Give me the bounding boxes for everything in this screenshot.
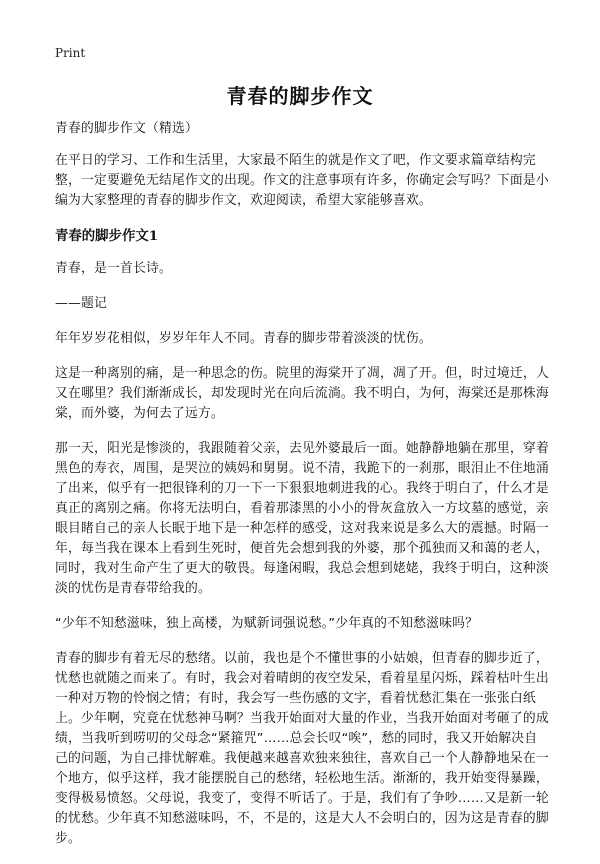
paragraph: ——题记 (55, 296, 107, 311)
paragraph: 青春，是一首长诗。 (55, 261, 172, 276)
subtitle: 青春的脚步作文（精选） (55, 121, 198, 136)
print-label[interactable]: Print (55, 46, 86, 60)
document-content (55, 119, 550, 864)
document-title: 青春的脚步作文 (226, 84, 374, 108)
intro-paragraph: 在平日的学习、工作和生活里，大家最不陌生的就是作文了吧，作文要求篇章结构完整，一定要避免无结尾作文的出现。作文的注意事项有许多，你确定会写吗？下面是小编为大家整理的青春的脚步作文，欢迎阅读，希望大家能够喜欢。 (55, 153, 549, 208)
paragraph: 青春的脚步有着无尽的愁绪。以前，我也是个不懂世事的小姑娘，但青春的脚步近了，忧愁也就随之而来了。有时，我会对着晴朗的夜空发呆，看着星星闪烁，踩着枯叶生出一种对万物的怜悯之情；有时，我会写一些伤感的文字，看着忧愁汇集在一张张白纸上。少年啊，究竟在忧愁神马啊？当我开始面对大量的作业，当我开始面对考砸了的成绩，当我听到唠叨的父母念“紧箍咒”……总会长叹“唉”，愁的同时，我又开始解决自己的问题，为自己排忧解难。我便越来越喜欢独来独往，喜欢自己一个人静静地呆在一个地方，似乎这样，我才能摆脱自己的愁绪，轻松地生活。渐渐的，我开始变得暴躁，变得极易愤怒。父母说，我变了，变得不听话了。于是，我们有了争吵……又是新一轮的忧愁。少年真不知愁滋味吗，不，不是的，这是大人不会明白的，因为这是青春的脚步。 (55, 651, 549, 846)
section-heading: 青春的脚步作文1 (55, 228, 159, 244)
paragraph: 那一天，阳光是惨淡的，我跟随着父亲，去见外婆最后一面。她静静地躺在那里，穿着黑色的寿衣，周围，是哭泣的姨妈和舅舅。说不清，我跪下的一刹那，眼泪止不住地涌了出来，似乎有一把很锋利的刀一下一下狠狠地刺进我的心。我终于明白了，什么才是真正的离别之痛。你将无法明白，看着那漆黑的小小的骨灰盒放入一方坟墓的感觉，亲眼目睹自己的亲人长眠于地下是一种怎样的感受，这对我来说是多么大的震撼。时隔一年，每当我在课本上看到生死时，便首先会想到我的外婆，那个孤独而又和蔼的老人，同时，我对生命产生了更大的敬畏。每逢闲暇，我总会想到姥姥，我终于明白，这种淡淡的忧伤是青春带给我的。 (55, 441, 549, 596)
paragraph: 年年岁岁花相似，岁岁年年人不同。青春的脚步带着淡淡的忧伤。 (55, 331, 432, 346)
paragraph: “少年不知愁滋味，独上高楼，为赋新词强说愁。”少年真的不知愁滋味吗？ (55, 616, 479, 631)
paragraph: 这是一种离别的痛，是一种思念的伤。院里的海棠开了凋，凋了开。但，时过境迁，人又在哪里？我们渐渐成长，却发现时光在向后流淌。我不明白，为何，海棠还是那株海棠，而外婆，为何去了远方。 (55, 366, 549, 421)
